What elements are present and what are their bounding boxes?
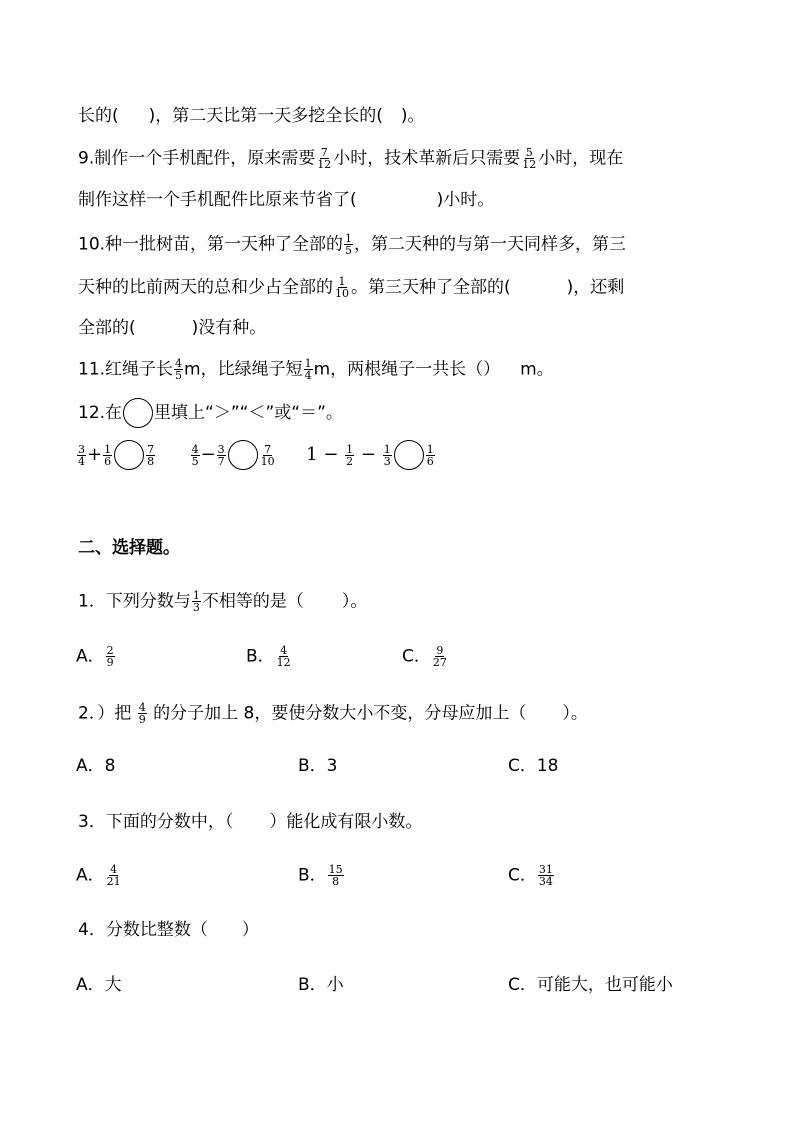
- fraction: [192, 590, 201, 613]
- fraction: [174, 358, 183, 381]
- numerator: 3: [78, 442, 85, 456]
- denominator: 10: [260, 454, 275, 468]
- fraction: [521, 147, 537, 170]
- option-label: A．: [76, 646, 105, 667]
- numerator: 1: [192, 589, 200, 602]
- question-text: 4．分数比整数（: [78, 920, 208, 940]
- option-label: A．: [76, 865, 105, 886]
- denominator: 12: [317, 158, 332, 171]
- operator: −: [200, 444, 216, 465]
- compare-circle-icon[interactable]: [394, 440, 424, 470]
- operator: −: [360, 444, 376, 465]
- denominator: 9: [106, 656, 114, 669]
- choice-1-question: [78, 590, 367, 613]
- fraction: [191, 444, 200, 467]
- q12-line: [78, 398, 343, 428]
- option-a[interactable]: A．8: [76, 756, 116, 776]
- fraction: [276, 645, 292, 668]
- fraction: [432, 645, 448, 668]
- q10-text: 10.种一批树苗，第一天种了全部的: [78, 234, 344, 255]
- fraction: [77, 444, 86, 467]
- numerator: 4: [110, 863, 118, 876]
- option-c[interactable]: C．18: [508, 756, 559, 776]
- numerator: 1: [383, 442, 391, 456]
- numerator: 5: [525, 146, 533, 159]
- q8-line: [78, 106, 425, 126]
- q12-text: 12.在: [78, 403, 123, 423]
- compare-circle-icon[interactable]: [228, 440, 258, 470]
- question-text: ）: [241, 920, 259, 940]
- denominator: 34: [538, 875, 553, 888]
- denominator: 5: [191, 454, 199, 468]
- fraction: [138, 702, 147, 725]
- question-text: 不相等的是（: [201, 591, 304, 612]
- denominator: 8: [332, 875, 340, 888]
- q9-text: 9.制作一个手机配件，原来需要: [78, 148, 316, 169]
- numerator: 7: [264, 442, 272, 456]
- q8-text-1: 长的(: [78, 106, 119, 126]
- denominator: 12: [276, 656, 291, 669]
- compare-circle-icon[interactable]: [114, 440, 144, 470]
- fraction: [146, 444, 155, 467]
- operator: −: [323, 444, 339, 465]
- denominator: 3: [192, 601, 200, 614]
- numerator: 1: [426, 442, 434, 456]
- numerator: 31: [538, 863, 553, 876]
- whole-number: 1: [306, 444, 318, 465]
- numerator: 4: [191, 442, 199, 456]
- denominator: 5: [345, 244, 353, 257]
- option-c[interactable]: [402, 645, 449, 668]
- fraction: [383, 444, 392, 467]
- q10-text: )，还剩: [566, 277, 625, 298]
- denominator: 10: [335, 287, 349, 300]
- numerator: 4: [280, 644, 288, 657]
- choice-3-question: [78, 812, 422, 832]
- q10-line-3: [78, 318, 266, 338]
- compare-circle-icon: [123, 398, 153, 428]
- choice-2-question: [78, 702, 588, 725]
- q10-line-2: [78, 276, 624, 299]
- question-text: ）。: [341, 591, 368, 612]
- q9-text: 制作这样一个手机配件比原来节省了(: [78, 190, 357, 210]
- numerator: 1: [104, 442, 112, 456]
- q8-text-2: )，第二天比第一天多挖全长的(: [148, 106, 383, 126]
- question-text: ）。: [562, 703, 588, 724]
- fraction: [316, 147, 332, 170]
- numerator: 2: [106, 644, 114, 657]
- numerator: 1: [346, 442, 354, 456]
- question-text: 的分子加上 8，要使分数大小不变，分母应加上（: [153, 703, 527, 724]
- numerator: 4: [175, 357, 183, 370]
- q11-text: m，两根绳子一共长（）: [313, 359, 501, 380]
- denominator: 4: [78, 454, 85, 468]
- denominator: 9: [138, 713, 146, 726]
- q11-line: [78, 358, 554, 381]
- numerator: 1: [345, 232, 353, 245]
- option-b[interactable]: B．小: [298, 975, 344, 995]
- option-b[interactable]: B．3: [298, 756, 338, 776]
- numerator: 9: [436, 644, 444, 657]
- q9-text: )小时。: [436, 190, 495, 210]
- numerator: 15: [328, 863, 343, 876]
- option-label: C．: [508, 865, 537, 886]
- option-label: B．: [298, 865, 327, 886]
- numerator: 7: [147, 442, 155, 456]
- q12-text: 里填上“＞”“＜”或“＝”。: [154, 403, 343, 423]
- fraction: [334, 276, 350, 299]
- fraction: [304, 358, 313, 381]
- option-label: C．: [402, 646, 431, 667]
- denominator: 3: [383, 454, 391, 468]
- fraction: [106, 864, 122, 887]
- q9-line-2: [78, 190, 494, 210]
- numerator: 1: [338, 275, 346, 288]
- denominator: 4: [304, 369, 312, 382]
- numerator: 3: [217, 442, 225, 456]
- fraction: [426, 444, 435, 467]
- q11-text: m。: [520, 359, 554, 380]
- denominator: 2: [346, 454, 354, 468]
- denominator: 12: [522, 158, 537, 171]
- fraction: [328, 864, 344, 887]
- q10-text: ，第二天种的与第一天同样多，第三: [354, 234, 627, 255]
- question-text: 2．）把: [78, 703, 132, 724]
- numerator: 1: [304, 357, 312, 370]
- q10-text: 全部的(: [78, 318, 136, 338]
- question-text: 3．下面的分数中，（: [78, 812, 234, 832]
- fraction: [345, 444, 354, 467]
- q9-text: 小时，现在: [538, 148, 624, 169]
- fraction: [106, 645, 115, 668]
- question-text: ）能化成有限小数。: [269, 812, 423, 832]
- fraction: [103, 444, 112, 467]
- option-c[interactable]: [508, 864, 555, 887]
- numerator: 4: [138, 701, 146, 714]
- denominator: 27: [432, 656, 447, 669]
- fraction: [538, 864, 554, 887]
- denominator: 21: [106, 875, 121, 888]
- fraction: [344, 233, 353, 256]
- choice-4-question: [78, 920, 259, 940]
- section-heading: 二、选择题。: [78, 538, 180, 558]
- option-label: B．: [246, 646, 275, 667]
- denominator: 7: [217, 454, 225, 468]
- fraction: [260, 444, 276, 467]
- denominator: 8: [147, 454, 155, 468]
- denominator: 6: [426, 454, 434, 468]
- q12-expressions: [76, 440, 436, 470]
- option-a[interactable]: A．大: [76, 975, 122, 995]
- q10-text: 天种的比前两天的总和少占全部的: [78, 277, 333, 298]
- fraction: [217, 444, 226, 467]
- q11-text: m，比绿绳子短: [184, 359, 303, 380]
- q11-text: 11.红绳子长: [78, 359, 174, 380]
- q9-line-1: [78, 147, 623, 170]
- numerator: 7: [320, 146, 328, 159]
- option-b[interactable]: [246, 645, 293, 668]
- q10-line-1: [78, 233, 626, 256]
- denominator: 5: [175, 369, 183, 382]
- operator: +: [87, 444, 103, 465]
- denominator: 6: [104, 454, 112, 468]
- q8-text-3: )。: [400, 106, 425, 126]
- option-a[interactable]: [76, 645, 116, 668]
- option-a[interactable]: [76, 864, 123, 887]
- option-b[interactable]: [298, 864, 345, 887]
- q10-text: )没有种。: [191, 318, 267, 338]
- q9-text: 小时，技术革新后只需要: [333, 148, 521, 169]
- option-c[interactable]: C．可能大，也可能小: [508, 975, 673, 995]
- q10-text: 。第三天种了全部的(: [351, 277, 511, 298]
- question-text: 1．下列分数与: [78, 591, 191, 612]
